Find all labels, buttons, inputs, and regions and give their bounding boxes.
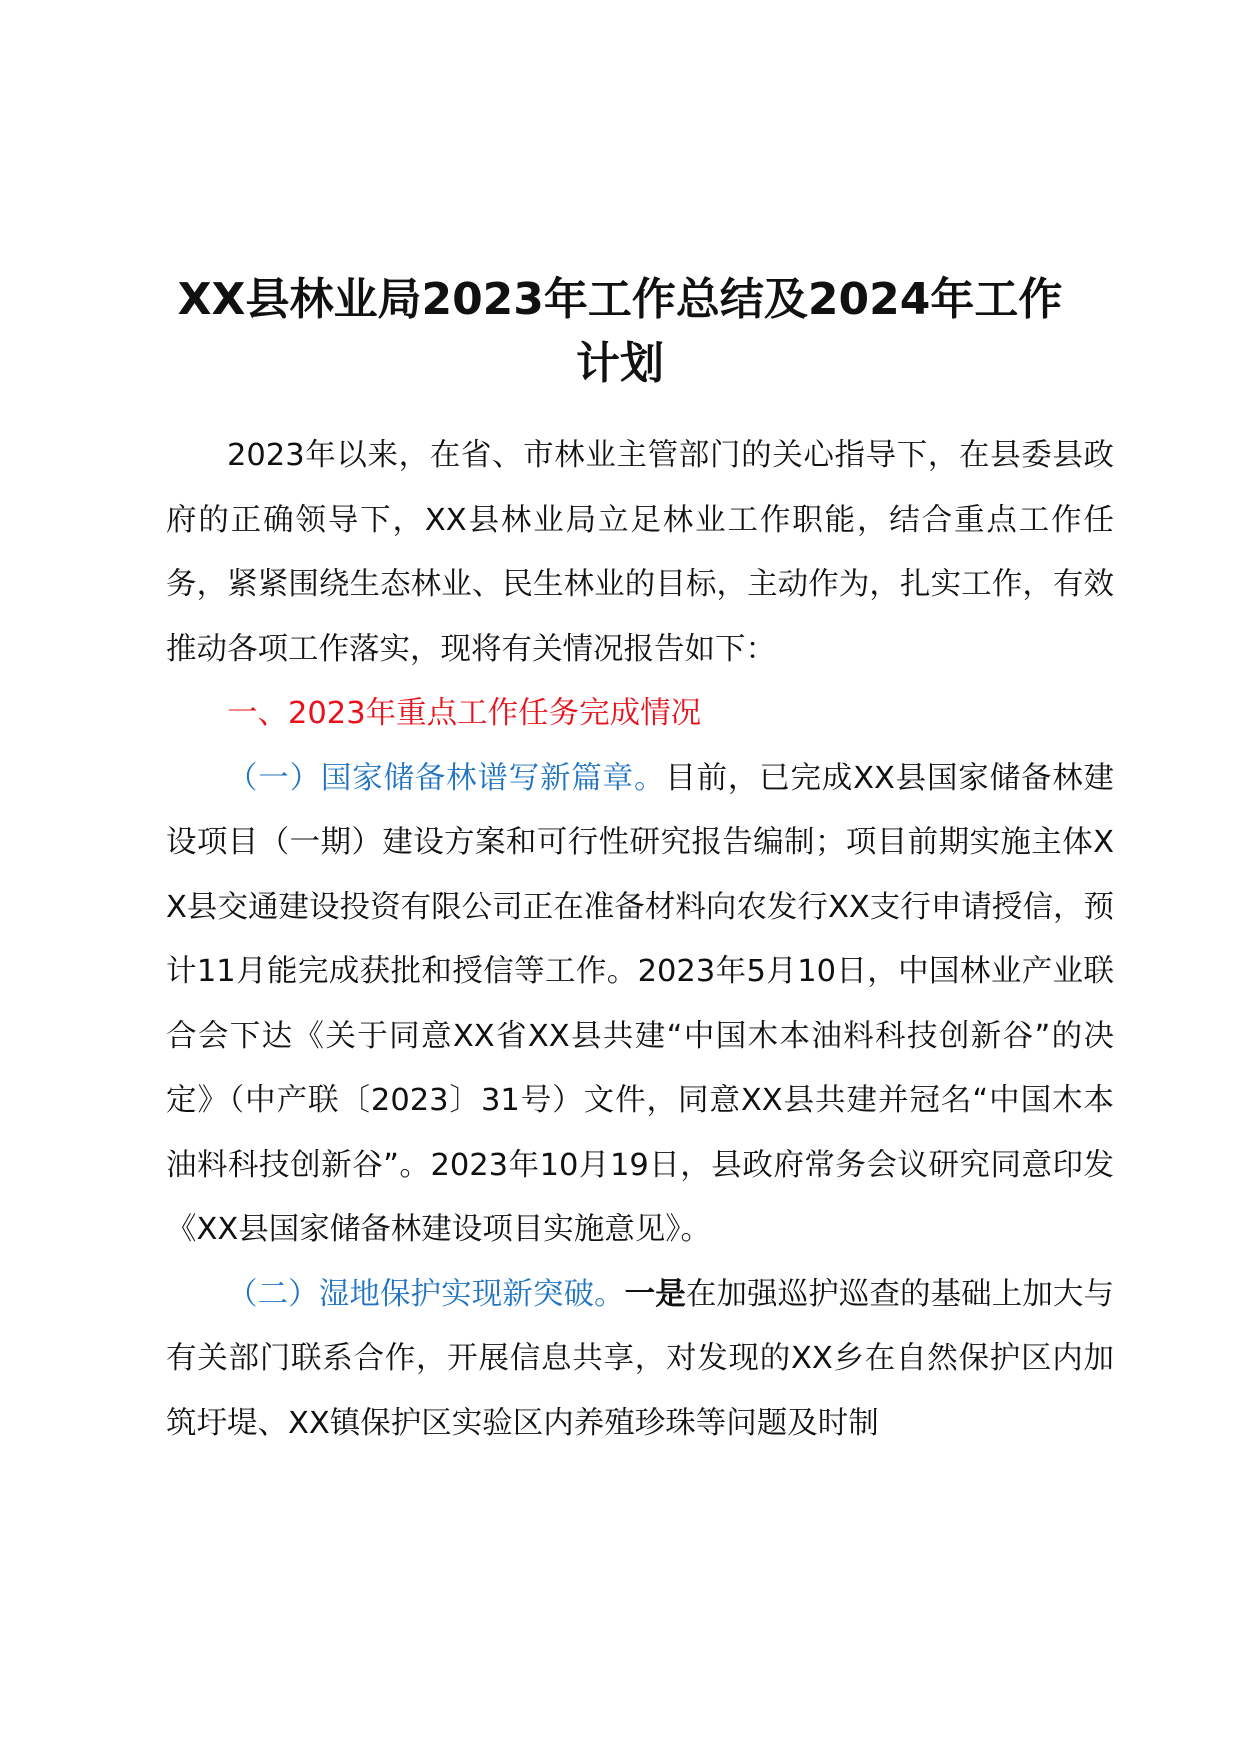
subsection-2-paragraph — [166, 1263, 1114, 1457]
subsection-1-text: 目前，已完成XX县国家储备林建设项目（一期）建设方案和可行性研究报告编制；项目前期实施主体XX县交通建设投资有限公司正在准备材料向农发行XX支行申请授信，预计11月能完成获批和授信等工作。2023年5月10日，中国林业产业联合会下达《关于同意XX省XX县共建“中国木本油料科技创新谷”的决定》（中产联〔2023〕31号）文件，同意XX县共建并冠名“中国木本油料科技创新谷”。2023年10月19日，县政府常务会议研究同意印发《XX县国家储备林建设项目实施意见》。 — [166, 760, 1115, 1247]
subsection-2-lead: 一是 — [624, 1276, 686, 1312]
subsection-2-heading: （二）湿地保护实现新突破。 — [227, 1276, 625, 1312]
intro-paragraph: 2023年以来，在省、市林业主管部门的关心指导下，在县委县政府的正确领导下，XX县林业局立足林业工作职能，结合重点工作任务，紧紧围绕生态林业、民生林业的目标，主动作为，扎实工作，有效推动各项工作落实，现将有关情况报告如下： — [166, 438, 1114, 667]
subsection-1-heading: （一）国家储备林谱写新篇章。 — [227, 760, 666, 796]
document-body — [166, 424, 1114, 1456]
document-title: XX县林业局2023年工作总结及2024年工作 计划 — [177, 274, 1063, 389]
subsection-1-paragraph — [166, 747, 1114, 1263]
section-heading-1: 一、2023年重点工作任务完成情况 — [227, 696, 702, 731]
subsection-2-text: 在加强巡护巡查的基础上加大与有关部门联系合作，开展信息共享，对发现的XX乡在自然保护区内加筑圩堤、XX镇保护区实验区内养殖珍珠等问题及时制 — [166, 1276, 1115, 1441]
